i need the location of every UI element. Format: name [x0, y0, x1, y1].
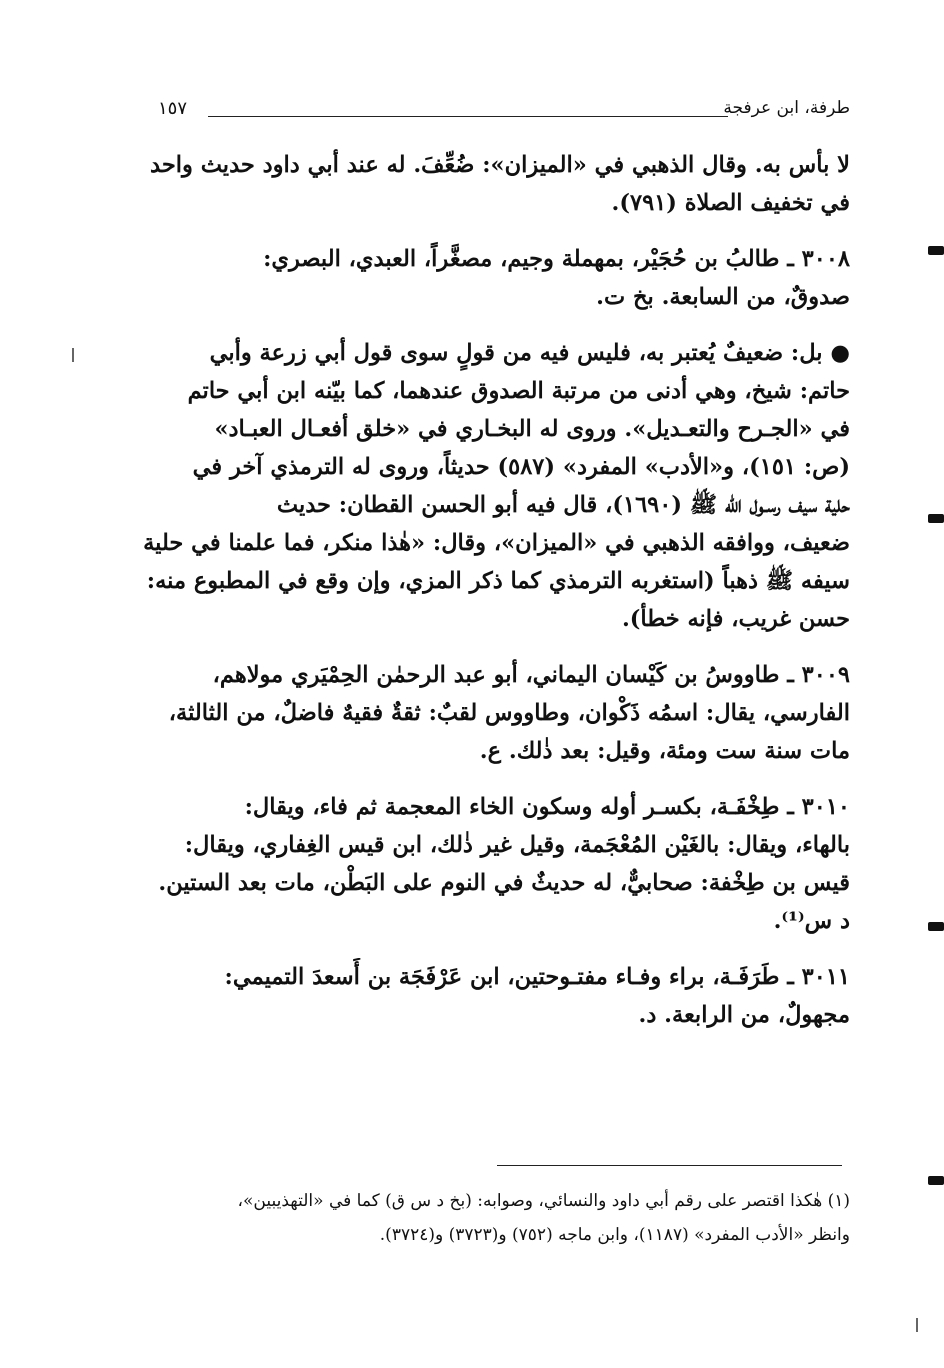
- editor-comment-3008: [140, 334, 850, 638]
- text-line: ٣٠٠٩ ـ طاووسُ بن كَيْسان اليماني، أبو عبد الرحمٰن الحِمْيَري مولاهم،: [212, 662, 850, 688]
- text-line: في «الجـرح والتعـديل». وروى له البخـاري في «خلق أفعـال العبـاد»: [214, 416, 850, 442]
- text-line: ● بل: ضعيفٌ يُعتبر به، فليس فيه من قولٍ سوى قول أبي زرعة وأبي: [209, 340, 850, 366]
- margin-mark: [928, 922, 944, 931]
- text-line: حسن غريب، فإنه خطأ).: [621, 606, 850, 632]
- running-header: [150, 98, 850, 128]
- running-title: طرفة، ابن عرفجة: [723, 98, 850, 118]
- text-line: مجهولٌ، من الرابعة. د.: [638, 1002, 850, 1028]
- header-rule: [208, 116, 728, 117]
- page-number: ١٥٧: [158, 98, 188, 119]
- text-line: قيس بن طِخْفة: صحابيٌّ، له حديثٌ في النوم على البَطْن، مات بعد الستين.: [158, 870, 850, 896]
- text-line: (ص: ١٥١)، و«الأدب» المفرد» (٥٨٧) حديثاً، وروى له الترمذي آخر في: [192, 454, 850, 480]
- entry-3010: [140, 788, 850, 940]
- main-text: [140, 146, 850, 1034]
- text-line: لا بأس به. وقال الذهبي في «الميزان»: ضُعِّفَ. له عند أبي داود حديث واحد: [150, 152, 850, 178]
- margin-mark: [928, 1176, 944, 1185]
- text-line: حاتم: شيخ، وهي أدنى من مرتبة الصدوق عندهما، كما بيّنه ابن أبي حاتم: [187, 378, 850, 404]
- footnote-rule: [497, 1165, 842, 1166]
- text-line: الفارسي، يقال: اسمُه ذَكْوان، وطاووس لقبٌ: ثقةٌ فقيهٌ فاضلٌ، من الثالثة،: [168, 700, 850, 726]
- text-line: ٣٠٠٨ ـ طالبُ بن حُجَيْر، بمهملة وجيم، مصغَّراً، العبدي، البصري:: [263, 246, 850, 272]
- text-line: د س⁽¹⁾.: [773, 908, 850, 934]
- text-line: بالهاء، ويقال: بالغَيْن المُعْجَمة، وقيل غير ذٰلك، ابن قيس الغِفاري، ويقال:: [184, 832, 850, 858]
- text-line: سيفه ﷺ ذهباً (استغربه الترمذي كما ذكر المزي، وإن وقع في المطبوع منه:: [146, 568, 850, 594]
- text-line: مات سنة ست ومئة، وقيل: بعد ذٰلك. ع.: [479, 738, 850, 764]
- margin-mark: [928, 246, 944, 255]
- text-line: ٣٠١١ ـ طَرَفَـة، براء وفـاء مفتـوحتين، ابن عَرْفَجَة بن أَسعدَ التميمي:: [224, 964, 850, 990]
- footnotes: [150, 1184, 850, 1252]
- entry-3009: [140, 656, 850, 770]
- text-line: حلية سيف رسـول الله ﷺ (١٦٩٠)، قال فيه أبو الحسن القطان: حديث: [276, 492, 850, 518]
- paragraph-continuation: [140, 146, 850, 222]
- text-line: في تخفيف الصلاة (٧٩١).: [611, 190, 850, 216]
- footnote-line: وانظر «الأدب المفرد» (١١٨٧)، وابن ماجه (٧٥٢) و(٣٧٢٣) و(٣٧٢٤).: [379, 1225, 850, 1245]
- footnote-line: (١) هٰكذا اقتصر على رقم أبي داود والنسائي، وصوابه: (بخ د س ق) كما في «التهذيبين»،: [237, 1191, 850, 1211]
- margin-tick: [916, 1318, 918, 1332]
- entry-3008: [140, 240, 850, 316]
- margin-tick: [72, 348, 74, 362]
- text-line: ٣٠١٠ ـ طِخْفَـة، بكسـر أوله وسكون الخاء المعجمة ثم فاء، ويقال:: [244, 794, 850, 820]
- entry-3011: [140, 958, 850, 1034]
- margin-mark: [928, 514, 944, 523]
- text-line: ضعيف، ووافقه الذهبي في «الميزان»، وقال: «هٰذا منكر، فما علمنا في حلية: [143, 530, 850, 556]
- text-line: صدوقٌ، من السابعة. بخ ت.: [596, 284, 850, 310]
